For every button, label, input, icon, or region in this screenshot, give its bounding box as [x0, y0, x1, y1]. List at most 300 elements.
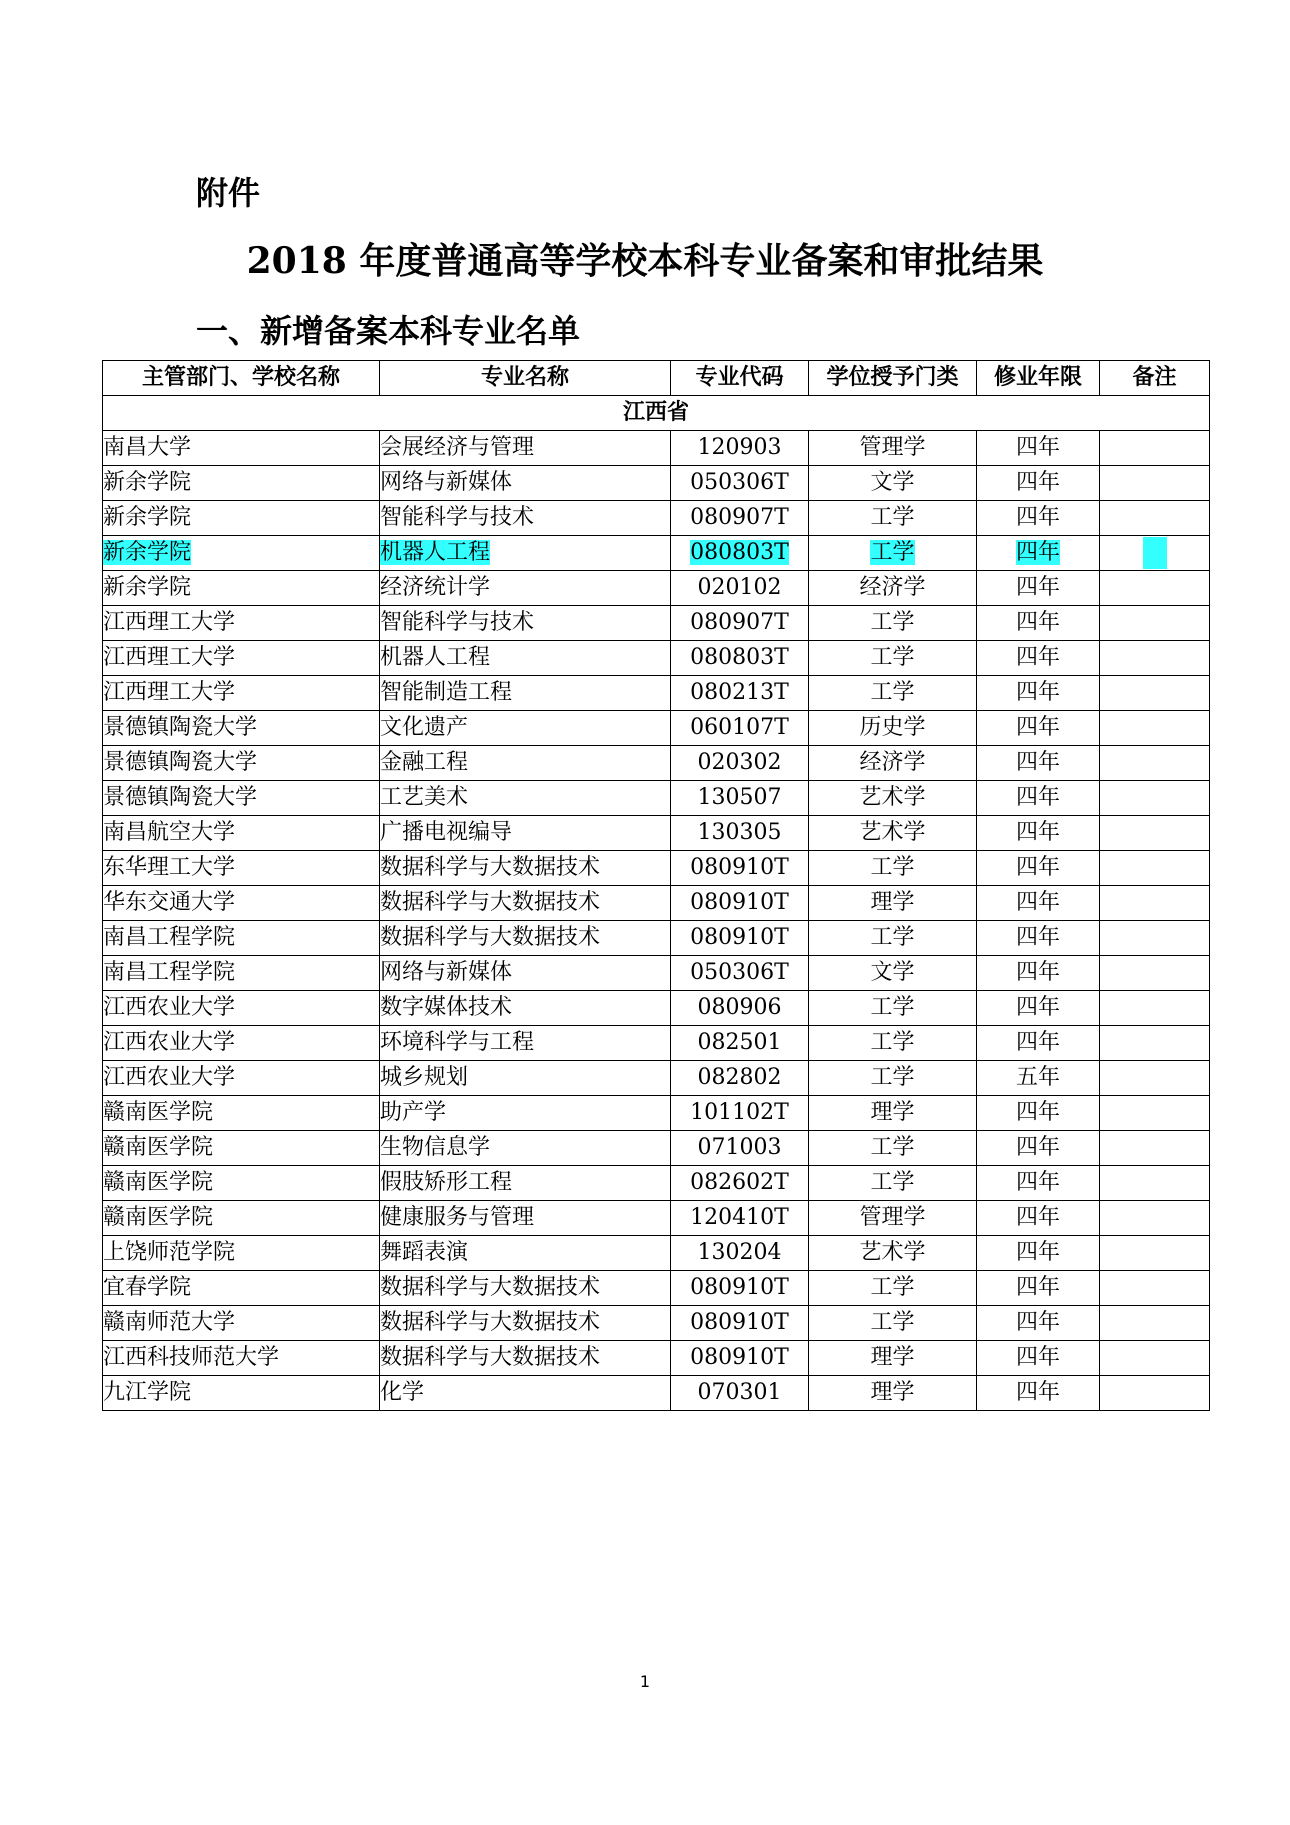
cell-major — [380, 991, 671, 1026]
cell-major — [380, 746, 671, 781]
column-header-note: 备注 — [1100, 361, 1210, 396]
cell-code — [671, 956, 809, 991]
cell-school-text: 南昌工程学院 — [103, 960, 236, 985]
cell-code-text: 080910T — [690, 890, 789, 915]
cell-code — [671, 1271, 809, 1306]
column-header-code: 专业代码 — [671, 361, 809, 396]
cell-major — [380, 536, 671, 571]
cell-school-text: 南昌大学 — [103, 435, 192, 460]
cell-degree — [809, 1306, 977, 1341]
cell-school-text: 江西农业大学 — [103, 1065, 236, 1090]
attachment-label: 附件 — [196, 174, 261, 212]
page-number: 1 — [639, 1672, 651, 1691]
cell-note — [1100, 501, 1210, 536]
cell-code-text: 080907T — [690, 505, 789, 530]
cell-degree-text: 工学 — [870, 925, 915, 950]
cell-note — [1100, 1341, 1210, 1376]
cell-major — [380, 711, 671, 746]
province-row — [103, 396, 1210, 431]
cell-note — [1100, 1061, 1210, 1096]
cell-major — [380, 1236, 671, 1271]
cell-degree-text: 理学 — [870, 1345, 915, 1370]
cell-code — [671, 501, 809, 536]
cell-major-text: 智能科学与技术 — [380, 505, 535, 530]
cell-school-text: 江西农业大学 — [103, 995, 236, 1020]
cell-years-text: 四年 — [1015, 575, 1060, 600]
cell-years — [977, 886, 1100, 921]
cell-major — [380, 466, 671, 501]
cell-degree-text: 工学 — [870, 995, 915, 1020]
cell-major — [380, 1096, 671, 1131]
cell-years — [977, 536, 1100, 571]
cell-school-text: 江西理工大学 — [103, 610, 236, 635]
cell-major-text: 会展经济与管理 — [380, 435, 535, 460]
cell-degree-text: 工学 — [870, 1170, 915, 1195]
cell-code-text: 101102T — [690, 1100, 789, 1125]
cell-years-text: 四年 — [1015, 1310, 1060, 1335]
cell-note — [1100, 816, 1210, 851]
table-row — [103, 536, 1210, 571]
cell-code-text: 080910T — [690, 855, 789, 880]
cell-code-text: 070301 — [697, 1380, 782, 1405]
cell-school — [103, 466, 380, 501]
cell-years — [977, 1131, 1100, 1166]
cell-note — [1100, 1096, 1210, 1131]
cell-years-text: 四年 — [1015, 1170, 1060, 1195]
cell-school — [103, 781, 380, 816]
cell-degree — [809, 816, 977, 851]
table-row — [103, 1131, 1210, 1166]
cell-major — [380, 1306, 671, 1341]
cell-code-text: 080907T — [690, 610, 789, 635]
cell-major-text: 数字媒体技术 — [380, 995, 513, 1020]
cell-school — [103, 1306, 380, 1341]
cell-code — [671, 711, 809, 746]
cell-school — [103, 641, 380, 676]
cell-major-text: 数据科学与大数据技术 — [380, 890, 601, 915]
cell-years — [977, 431, 1100, 466]
cell-years-text: 四年 — [1015, 1275, 1060, 1300]
cell-school-text: 江西理工大学 — [103, 680, 236, 705]
cell-major-text: 健康服务与管理 — [380, 1205, 535, 1230]
cell-degree-text: 艺术学 — [859, 785, 926, 810]
cell-school-text: 赣南师范大学 — [103, 1310, 236, 1335]
table-row — [103, 606, 1210, 641]
cell-school-text: 新余学院 — [103, 575, 192, 600]
cell-degree-text: 工学 — [870, 1065, 915, 1090]
cell-degree-text: 经济学 — [859, 750, 926, 775]
cell-degree-text: 工学 — [870, 1310, 915, 1335]
cell-degree — [809, 1201, 977, 1236]
cell-code-text: 130305 — [697, 820, 782, 845]
cell-degree-text: 艺术学 — [859, 1240, 926, 1265]
cell-code — [671, 641, 809, 676]
cell-years — [977, 1376, 1100, 1411]
cell-code-text: 080906 — [697, 995, 782, 1020]
cell-code — [671, 1096, 809, 1131]
cell-major — [380, 431, 671, 466]
cell-major — [380, 1376, 671, 1411]
table-row — [103, 851, 1210, 886]
column-header-school: 主管部门、学校名称 — [103, 361, 380, 396]
table-row — [103, 1096, 1210, 1131]
cell-major-text: 机器人工程 — [380, 645, 491, 670]
cell-years-text: 四年 — [1015, 1380, 1060, 1405]
cell-code-text: 080910T — [690, 925, 789, 950]
cell-degree — [809, 641, 977, 676]
cell-major — [380, 1061, 671, 1096]
cell-school — [103, 1201, 380, 1236]
cell-code-text: 082501 — [697, 1030, 782, 1055]
cell-code — [671, 431, 809, 466]
section-title: 一、新增备案本科专业名单 — [196, 312, 581, 350]
cell-major-text: 金融工程 — [380, 750, 469, 775]
cell-years-text: 四年 — [1015, 680, 1060, 705]
cell-degree-text: 工学 — [870, 505, 915, 530]
cell-degree — [809, 431, 977, 466]
cell-years-text: 四年 — [1015, 1100, 1060, 1125]
cell-school-text: 江西理工大学 — [103, 645, 236, 670]
cell-major-text: 化学 — [380, 1380, 425, 1405]
cell-degree — [809, 1131, 977, 1166]
cell-major — [380, 886, 671, 921]
cell-school — [103, 501, 380, 536]
cell-code-text: 130204 — [697, 1240, 782, 1265]
cell-note — [1100, 886, 1210, 921]
column-header-years: 修业年限 — [977, 361, 1100, 396]
cell-code-text: 130507 — [697, 785, 782, 810]
cell-code-text: 082802 — [697, 1065, 782, 1090]
cell-degree — [809, 1376, 977, 1411]
major-list-table — [102, 360, 1210, 1411]
cell-degree — [809, 501, 977, 536]
cell-school — [103, 816, 380, 851]
cell-code-text: 120903 — [697, 435, 782, 460]
table-row — [103, 676, 1210, 711]
cell-code — [671, 571, 809, 606]
cell-code — [671, 1341, 809, 1376]
cell-note — [1100, 711, 1210, 746]
cell-code-text: 050306T — [690, 960, 789, 985]
cell-years-text: 四年 — [1015, 540, 1060, 565]
cell-degree — [809, 1096, 977, 1131]
cell-school-text: 景德镇陶瓷大学 — [103, 750, 258, 775]
cell-degree — [809, 781, 977, 816]
cell-note — [1100, 1131, 1210, 1166]
cell-degree — [809, 606, 977, 641]
cell-note — [1100, 1201, 1210, 1236]
cell-major-text: 智能制造工程 — [380, 680, 513, 705]
cell-school-text: 景德镇陶瓷大学 — [103, 785, 258, 810]
cell-code-text: 071003 — [697, 1135, 782, 1160]
cell-major-text: 城乡规划 — [380, 1065, 469, 1090]
cell-degree — [809, 1166, 977, 1201]
cell-code-text: 080910T — [690, 1345, 789, 1370]
cell-code-text: 060107T — [690, 715, 789, 740]
cell-years — [977, 1201, 1100, 1236]
table-row — [103, 956, 1210, 991]
cell-years — [977, 711, 1100, 746]
cell-major — [380, 1271, 671, 1306]
cell-years — [977, 921, 1100, 956]
cell-code-text: 120410T — [690, 1205, 789, 1230]
cell-school-text: 赣南医学院 — [103, 1135, 214, 1160]
province-name: 江西省 — [103, 396, 1210, 431]
cell-note — [1100, 571, 1210, 606]
cell-years — [977, 1166, 1100, 1201]
table-row — [103, 641, 1210, 676]
cell-degree-text: 工学 — [870, 540, 915, 565]
cell-years-text: 四年 — [1015, 645, 1060, 670]
cell-code-text: 050306T — [690, 470, 789, 495]
cell-school-text: 上饶师范学院 — [103, 1240, 236, 1265]
cell-years — [977, 851, 1100, 886]
cell-years — [977, 1341, 1100, 1376]
cell-years — [977, 501, 1100, 536]
cell-code — [671, 1236, 809, 1271]
cell-major — [380, 921, 671, 956]
cell-degree-text: 理学 — [870, 1380, 915, 1405]
cell-note — [1100, 466, 1210, 501]
cell-code — [671, 991, 809, 1026]
cell-code-text: 020102 — [697, 575, 782, 600]
cell-school-text: 南昌航空大学 — [103, 820, 236, 845]
cell-note — [1100, 536, 1210, 571]
cell-years — [977, 676, 1100, 711]
cell-note — [1100, 1271, 1210, 1306]
cell-note — [1100, 781, 1210, 816]
cell-major-text: 环境科学与工程 — [380, 1030, 535, 1055]
cell-major-text: 经济统计学 — [380, 575, 491, 600]
table-row — [103, 1166, 1210, 1201]
cell-years-text: 四年 — [1015, 1030, 1060, 1055]
cell-years-text: 四年 — [1015, 995, 1060, 1020]
cell-code — [671, 816, 809, 851]
cell-school — [103, 1236, 380, 1271]
cell-code — [671, 1026, 809, 1061]
table-row — [103, 1306, 1210, 1341]
table-row — [103, 1061, 1210, 1096]
cell-years-text: 五年 — [1015, 1065, 1060, 1090]
cell-code-text: 080213T — [690, 680, 789, 705]
cell-years-text: 四年 — [1015, 435, 1060, 460]
cell-degree-text: 艺术学 — [859, 820, 926, 845]
cell-degree — [809, 921, 977, 956]
cell-school — [103, 606, 380, 641]
cell-code — [671, 851, 809, 886]
cell-school — [103, 1026, 380, 1061]
cell-degree-text: 文学 — [870, 470, 915, 495]
cell-degree — [809, 1236, 977, 1271]
cell-major — [380, 1166, 671, 1201]
cell-degree — [809, 1061, 977, 1096]
table-row — [103, 746, 1210, 781]
cell-code — [671, 676, 809, 711]
cell-degree — [809, 746, 977, 781]
cell-school — [103, 1096, 380, 1131]
cell-school-text: 赣南医学院 — [103, 1100, 214, 1125]
cell-degree-text: 工学 — [870, 680, 915, 705]
cell-note — [1100, 1306, 1210, 1341]
table-row — [103, 466, 1210, 501]
cell-degree-text: 文学 — [870, 960, 915, 985]
cell-years — [977, 1236, 1100, 1271]
cell-school — [103, 851, 380, 886]
cell-school-text: 宜春学院 — [103, 1275, 192, 1300]
cell-degree-text: 工学 — [870, 1030, 915, 1055]
table-header-row — [103, 361, 1210, 396]
cell-school-text: 东华理工大学 — [103, 855, 236, 880]
cell-years-text: 四年 — [1015, 505, 1060, 530]
cell-degree-text: 工学 — [870, 1275, 915, 1300]
table-row — [103, 991, 1210, 1026]
cell-major-text: 舞蹈表演 — [380, 1240, 469, 1265]
cell-major — [380, 606, 671, 641]
cell-school — [103, 711, 380, 746]
cell-note — [1100, 991, 1210, 1026]
cell-school — [103, 571, 380, 606]
cell-major-text: 广播电视编导 — [380, 820, 513, 845]
cell-school — [103, 746, 380, 781]
cell-degree — [809, 851, 977, 886]
cell-years-text: 四年 — [1015, 925, 1060, 950]
cell-degree — [809, 466, 977, 501]
table-row — [103, 431, 1210, 466]
cell-degree-text: 理学 — [870, 1100, 915, 1125]
cell-degree — [809, 571, 977, 606]
cell-years-text: 四年 — [1015, 785, 1060, 810]
cell-years — [977, 1026, 1100, 1061]
cell-degree-text: 管理学 — [859, 435, 926, 460]
table-row — [103, 1201, 1210, 1236]
cell-code-text: 020302 — [697, 750, 782, 775]
cell-school-text: 景德镇陶瓷大学 — [103, 715, 258, 740]
cell-school-text: 赣南医学院 — [103, 1170, 214, 1195]
cell-major-text: 数据科学与大数据技术 — [380, 1275, 601, 1300]
cell-school-text: 新余学院 — [103, 505, 192, 530]
table-row — [103, 1341, 1210, 1376]
cell-note — [1100, 1376, 1210, 1411]
cell-major — [380, 1026, 671, 1061]
cell-major-text: 机器人工程 — [380, 540, 491, 565]
cell-years — [977, 1061, 1100, 1096]
table-row — [103, 921, 1210, 956]
cell-years-text: 四年 — [1015, 1240, 1060, 1265]
cell-note — [1100, 676, 1210, 711]
cell-degree — [809, 1026, 977, 1061]
cell-major-text: 数据科学与大数据技术 — [380, 855, 601, 880]
cell-years-text: 四年 — [1015, 1135, 1060, 1160]
cell-note — [1100, 746, 1210, 781]
cell-school-text: 新余学院 — [103, 540, 192, 565]
cell-years — [977, 781, 1100, 816]
cell-years — [977, 1306, 1100, 1341]
cell-years-text: 四年 — [1015, 820, 1060, 845]
cell-years-text: 四年 — [1015, 750, 1060, 775]
cell-school-text: 南昌工程学院 — [103, 925, 236, 950]
cell-note — [1100, 431, 1210, 466]
cell-major — [380, 571, 671, 606]
cell-degree — [809, 536, 977, 571]
cell-major — [380, 501, 671, 536]
cell-school — [103, 991, 380, 1026]
cell-school — [103, 1166, 380, 1201]
cell-degree — [809, 1341, 977, 1376]
cell-code — [671, 606, 809, 641]
cell-degree-text: 工学 — [870, 645, 915, 670]
document-title: 2018 年度普通高等学校本科专业备案和审批结果 — [246, 240, 1044, 282]
cell-years — [977, 641, 1100, 676]
cell-code-text: 080803T — [690, 540, 789, 565]
cell-code-text: 080910T — [690, 1310, 789, 1335]
cell-school — [103, 1131, 380, 1166]
cell-code — [671, 781, 809, 816]
cell-school — [103, 886, 380, 921]
cell-note — [1100, 1166, 1210, 1201]
cell-code — [671, 1376, 809, 1411]
cell-code-text: 080910T — [690, 1275, 789, 1300]
cell-major-text: 假肢矫形工程 — [380, 1170, 513, 1195]
cell-years-text: 四年 — [1015, 470, 1060, 495]
cell-code-text: 082602T — [690, 1170, 789, 1195]
cell-years — [977, 606, 1100, 641]
cell-years — [977, 746, 1100, 781]
table-row — [103, 886, 1210, 921]
cell-major-text: 网络与新媒体 — [380, 960, 513, 985]
cell-school — [103, 1271, 380, 1306]
cell-degree-text: 管理学 — [859, 1205, 926, 1230]
cell-school-text: 赣南医学院 — [103, 1205, 214, 1230]
cell-degree-text: 工学 — [870, 1135, 915, 1160]
cell-note — [1100, 641, 1210, 676]
cell-major-text: 数据科学与大数据技术 — [380, 1310, 601, 1335]
cell-note-text — [1143, 537, 1167, 569]
cell-note — [1100, 606, 1210, 641]
cell-code — [671, 1061, 809, 1096]
cell-major — [380, 816, 671, 851]
cell-note — [1100, 921, 1210, 956]
table-row — [103, 501, 1210, 536]
cell-degree — [809, 676, 977, 711]
cell-major-text: 工艺美术 — [380, 785, 469, 810]
cell-code-text: 080803T — [690, 645, 789, 670]
cell-degree-text: 理学 — [870, 890, 915, 915]
cell-degree-text: 工学 — [870, 610, 915, 635]
table-row — [103, 781, 1210, 816]
cell-years — [977, 1096, 1100, 1131]
cell-years-text: 四年 — [1015, 1205, 1060, 1230]
cell-years — [977, 991, 1100, 1026]
cell-school-text: 江西科技师范大学 — [103, 1345, 280, 1370]
cell-code — [671, 746, 809, 781]
cell-major — [380, 1201, 671, 1236]
cell-degree — [809, 956, 977, 991]
column-header-degree: 学位授予门类 — [809, 361, 977, 396]
cell-degree — [809, 1271, 977, 1306]
cell-major-text: 生物信息学 — [380, 1135, 491, 1160]
cell-years-text: 四年 — [1015, 890, 1060, 915]
cell-major-text: 智能科学与技术 — [380, 610, 535, 635]
cell-school — [103, 921, 380, 956]
table-row — [103, 711, 1210, 746]
cell-years-text: 四年 — [1015, 1345, 1060, 1370]
column-header-major: 专业名称 — [380, 361, 671, 396]
cell-major-text: 文化遗产 — [380, 715, 469, 740]
cell-major — [380, 851, 671, 886]
cell-note — [1100, 956, 1210, 991]
cell-years — [977, 466, 1100, 501]
cell-school — [103, 536, 380, 571]
